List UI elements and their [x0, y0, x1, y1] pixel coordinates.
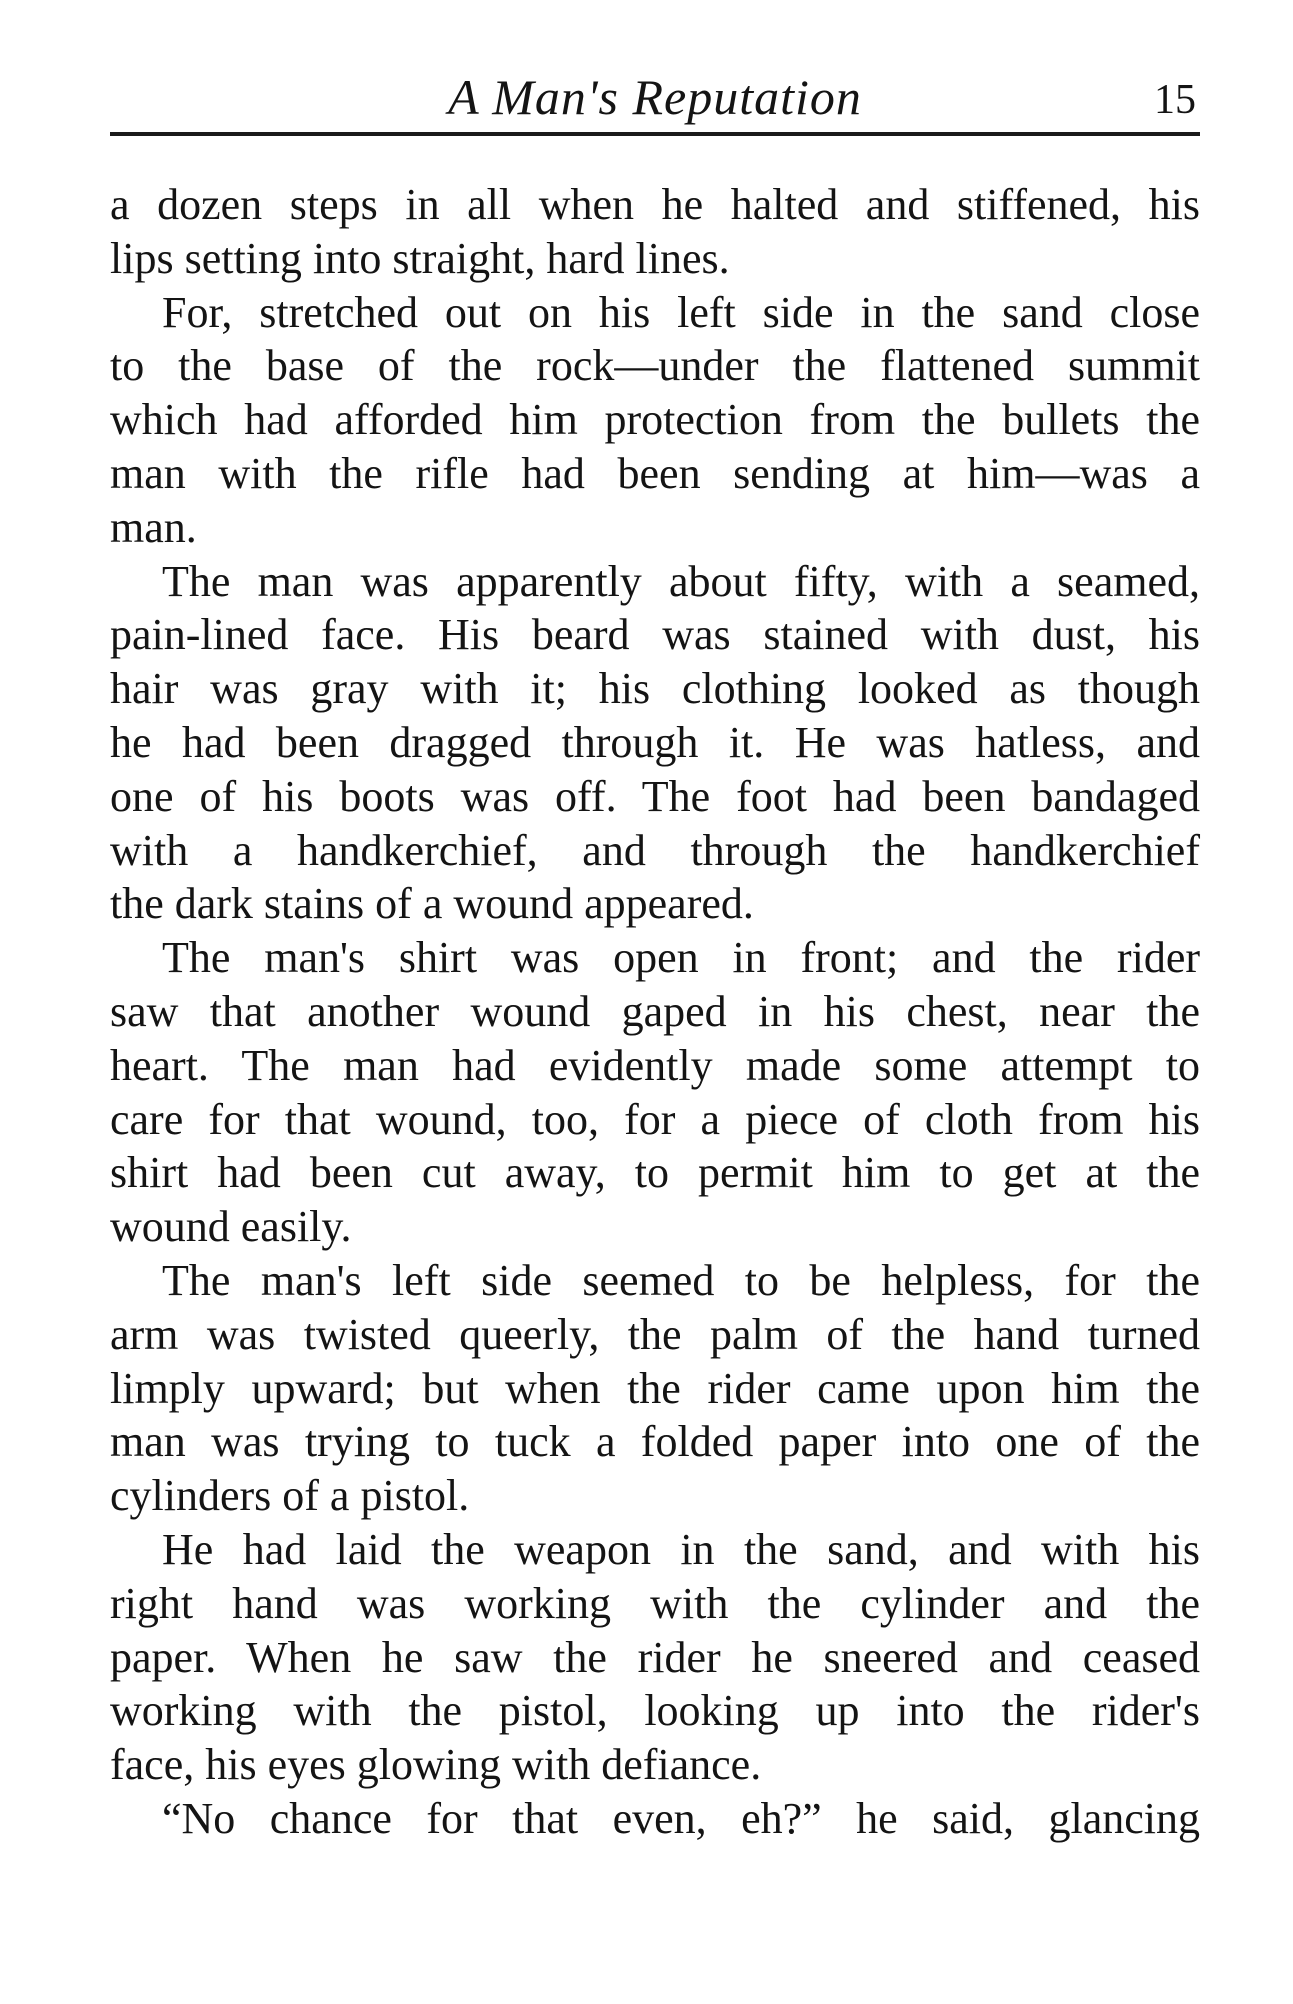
text-line: man.	[110, 502, 197, 552]
text-line: right hand was working with the cylinder and the	[110, 1578, 1200, 1628]
text-line: limply upward; but when the rider came upon him the	[110, 1363, 1200, 1413]
text-line: man was trying to tuck a folded paper into one of the	[110, 1417, 1200, 1467]
text-line: hair was gray with it; his clothing looked as though	[110, 664, 1200, 714]
paragraph	[110, 178, 1200, 286]
text-line: working with the pistol, looking up into the rider's	[110, 1686, 1200, 1736]
text-line: one of his boots was off. The foot had been bandaged	[110, 771, 1200, 821]
text-line: “No chance for that even, eh?” he said, glancing	[162, 1793, 1200, 1843]
text-line: arm was twisted queerly, the palm of the hand turned	[110, 1309, 1200, 1359]
paragraph	[110, 555, 1200, 932]
paragraph	[110, 931, 1200, 1254]
text-line: heart. The man had evidently made some attempt to	[110, 1040, 1200, 1090]
body-text	[110, 178, 1200, 1846]
text-line: which had afforded him protection from the bullets the	[110, 395, 1200, 445]
text-line: The man's shirt was open in front; and the rider	[162, 933, 1200, 983]
text-line: For, stretched out on his left side in the sand close	[162, 287, 1200, 337]
text-line: He had laid the weapon in the sand, and with his	[162, 1524, 1200, 1574]
text-line: the dark stains of a wound appeared.	[110, 879, 754, 929]
text-line: with a handkerchief, and through the handkerchief	[110, 825, 1200, 875]
text-line: shirt had been cut away, to permit him to get at the	[110, 1148, 1200, 1198]
text-line: The man was apparently about fifty, with a seamed,	[162, 556, 1200, 606]
paragraph	[110, 1523, 1200, 1792]
text-line: care for that wound, too, for a piece of cloth from his	[110, 1094, 1200, 1144]
text-line: wound easily.	[110, 1202, 352, 1252]
paragraph	[110, 1254, 1200, 1523]
paragraph	[110, 286, 1200, 555]
text-line: to the base of the rock—under the flattened summit	[110, 341, 1200, 391]
running-head	[110, 62, 1200, 136]
text-line: cylinders of a pistol.	[110, 1471, 470, 1521]
text-line: lips setting into straight, hard lines.	[110, 233, 730, 283]
text-line: he had been dragged through it. He was hatless, and	[110, 717, 1200, 767]
text-line: paper. When he saw the rider he sneered and ceased	[110, 1632, 1200, 1682]
text-line: face, his eyes glowing with defiance.	[110, 1740, 762, 1790]
text-line: a dozen steps in all when he halted and stiffened, his	[110, 180, 1200, 229]
text-line: saw that another wound gaped in his chest, near the	[110, 986, 1200, 1036]
page-number: 15	[1154, 77, 1196, 123]
text-line: man with the rifle had been sending at him—was a	[110, 448, 1200, 498]
paragraph	[110, 1792, 1200, 1846]
text-line: The man's left side seemed to be helpless, for the	[162, 1255, 1200, 1305]
running-title: A Man's Reputation	[448, 69, 862, 125]
text-line: pain-lined face. His beard was stained with dust, his	[110, 610, 1200, 660]
